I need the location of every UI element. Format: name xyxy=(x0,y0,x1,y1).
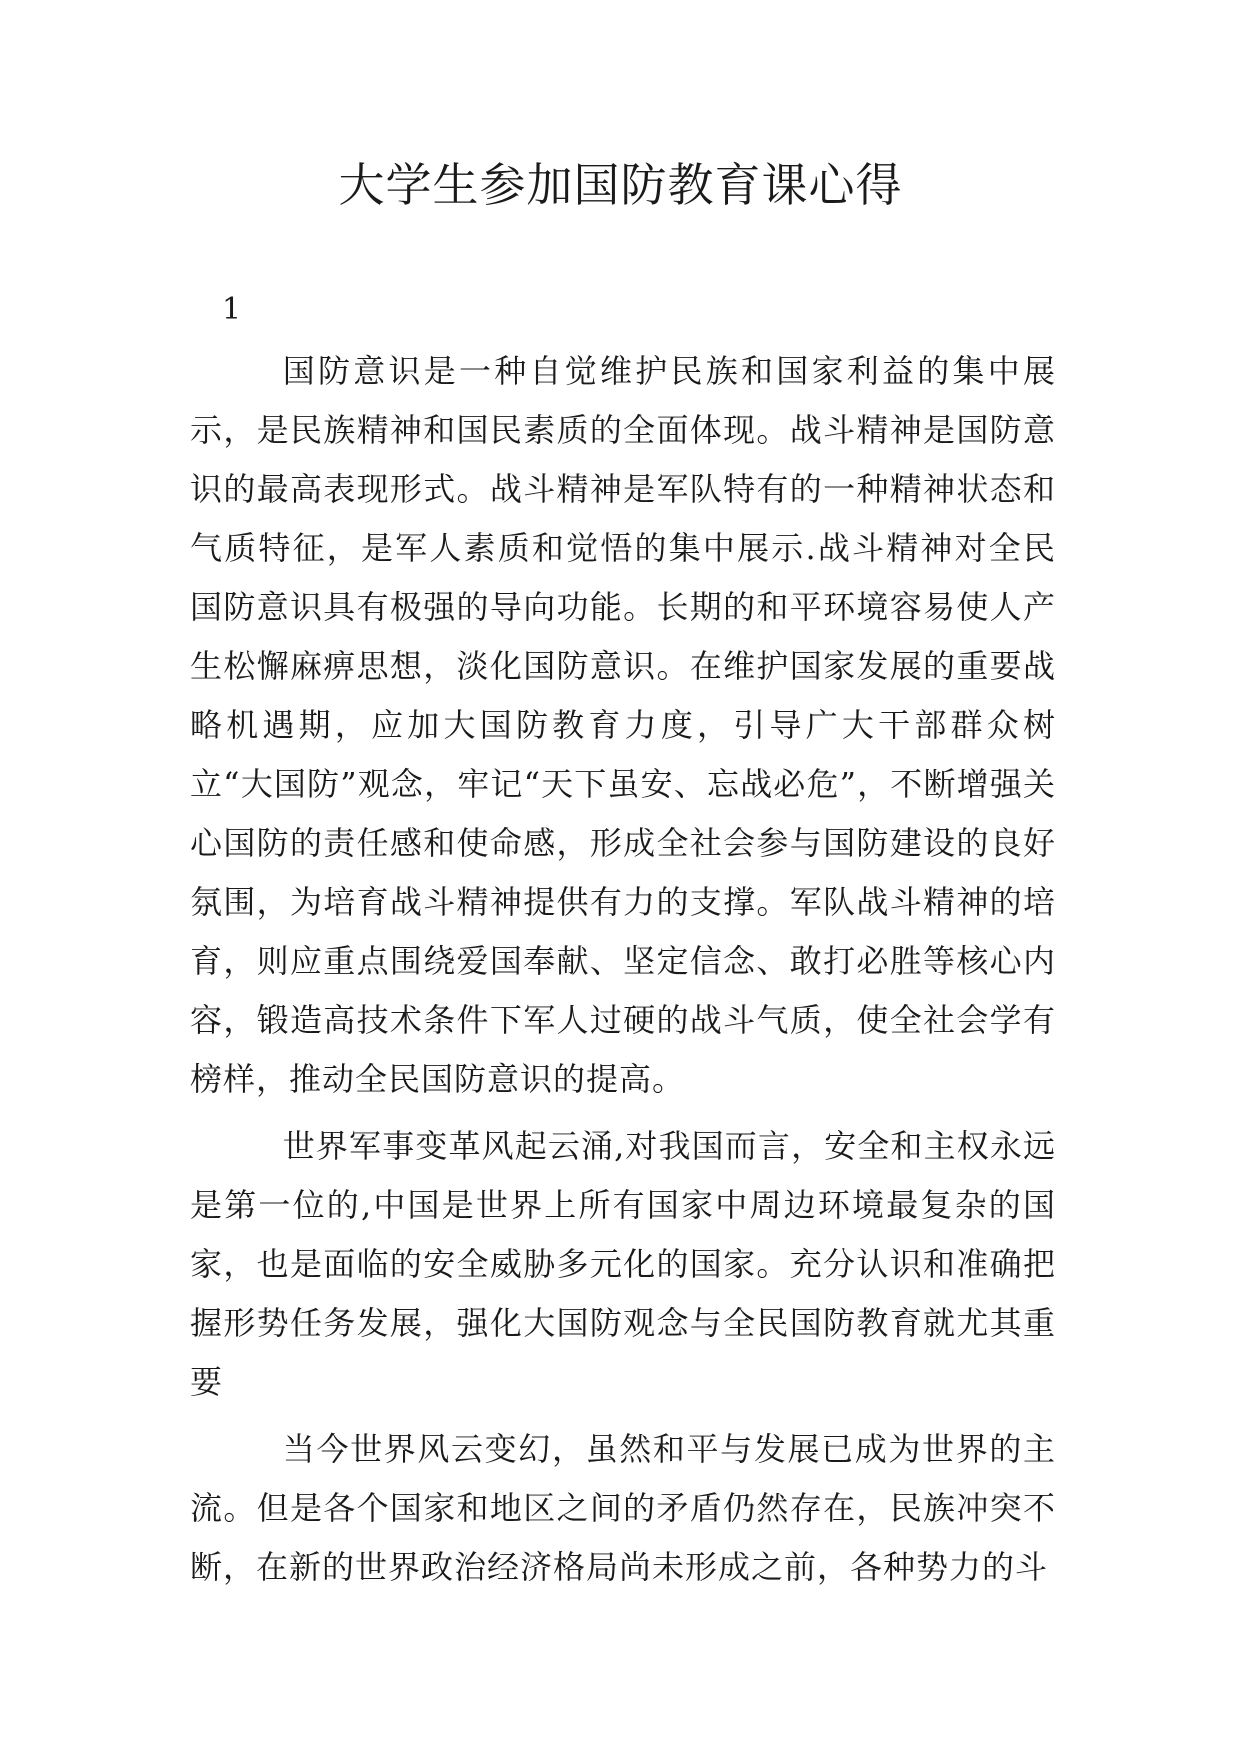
document-title: 大学生参加国防教育课心得 xyxy=(338,158,903,212)
paragraph-2: 世界军事变革风起云涌,对我国而言，安全和主权永远是第一位的,中国是世界上所有国家中周边环境最复杂的国家，也是面临的安全威胁多元化的国家。充分认识和准确把握形势任务发展，强化大国防观念与全民国防教育就尤其重要 xyxy=(190,1127,1056,1401)
body-text xyxy=(190,342,1056,1605)
section-number: 1 xyxy=(222,292,242,327)
paragraph-3: 当今世界风云变幻，虽然和平与发展已成为世界的主流。但是各个国家和地区之间的矛盾仍然存在，民族冲突不断，在新的世界政治经济格局尚未形成之前，各种势力的斗 xyxy=(190,1430,1056,1586)
paragraph-1: 国防意识是一种自觉维护民族和国家利益的集中展示，是民族精神和国民素质的全面体现。战斗精神是国防意识的最高表现形式。战斗精神是军队特有的一种精神状态和气质特征，是军人素质和觉悟的集中展示.战斗精神对全民国防意识具有极强的导向功能。长期的和平环境容易使人产生松懈麻痹思想，淡化国防意识。在维护国家发展的重要战略机遇期，应加大国防教育力度，引导广大干部群众树立“大国防”观念，牢记“天下虽安、忘战必危”，不断增强关心国防的责任感和使命感，形成全社会参与国防建设的良好氛围，为培育战斗精神提供有力的支撑。军队战斗精神的培育，则应重点围绕爱国奉献、坚定信念、敢打必胜等核心内容，锻造高技术条件下军人过硬的战斗气质，使全社会学有榜样，推动全民国防意识的提高。 xyxy=(190,352,1056,1098)
